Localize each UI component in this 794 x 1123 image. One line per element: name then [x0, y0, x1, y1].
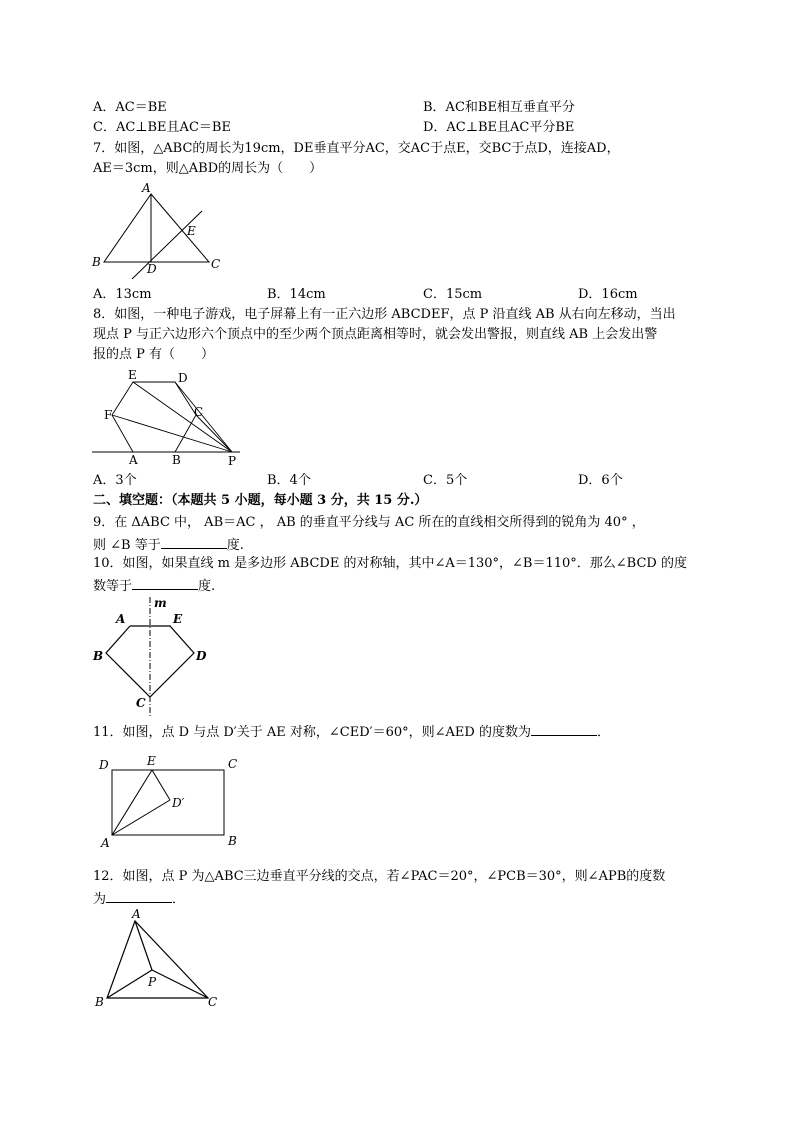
- q11-label-a: A: [101, 836, 110, 850]
- q8-text-line2: 现点 P 与正六边形六个顶点中的至少两个顶点距离相等时，就会发出警报，则直线 AB 上会发出警: [93, 327, 658, 342]
- q6-option-b: B．AC和BE相互垂直平分: [423, 100, 575, 115]
- q8-label-e: E: [128, 368, 137, 382]
- q7-option-a: A．13cm: [93, 287, 152, 302]
- q9-line2-suffix: 度.: [226, 538, 244, 553]
- q12-label-a: A: [132, 907, 141, 921]
- q10-label-e: E: [173, 612, 183, 626]
- q7-option-c: C．15cm: [423, 287, 483, 302]
- q12-segment-pa: [135, 921, 152, 970]
- q10-line2-suffix: 度.: [198, 579, 216, 594]
- q11-text: [93, 722, 610, 742]
- q8-text-line1: 8．如图，一种电子游戏，电子屏幕上有一正六边形 ABCDEF，点 P 沿直线 AB 从右向左移动，当出: [93, 307, 676, 322]
- q6-option-d: D．AC⊥BE且AC平分BE: [423, 120, 575, 135]
- q11-figure: [95, 755, 245, 850]
- q8-option-c: C．5个: [423, 473, 468, 488]
- q11-label-b: B: [228, 834, 237, 848]
- q7-option-d: D．16cm: [578, 287, 638, 302]
- q12-triangle-abc: [107, 921, 208, 998]
- q12-label-p: P: [148, 975, 157, 989]
- q8-option-d: D．6个: [578, 473, 623, 488]
- q10-label-c: C: [136, 696, 146, 710]
- q7-option-b: B．14cm: [267, 287, 326, 302]
- q12-label-b: B: [95, 995, 104, 1009]
- q12-text-line1: 12．如图，点 P 为△ABC三边垂直平分线的交点，若∠PAC＝20°，∠PCB＝30°，则∠APB的度数: [93, 869, 666, 884]
- q9-text-line2: [93, 535, 244, 555]
- q8-label-b: B: [172, 453, 181, 467]
- q11-label-e: E: [147, 754, 156, 768]
- q12-label-c: C: [208, 995, 218, 1009]
- q7-text-line1: 7．如图，△ABC的周长为19cm，DE垂直平分AC，交AC于点E，交BC于点D，连接AD，: [93, 141, 620, 156]
- q12-segment-pc: [152, 970, 208, 998]
- q8-segment-dp: [175, 382, 232, 452]
- q10-label-d: D: [196, 649, 207, 663]
- q7-label-a: A: [142, 181, 151, 195]
- q10-answer-blank[interactable]: [132, 576, 198, 590]
- q10-figure: [90, 595, 220, 720]
- q8-figure: [90, 370, 250, 470]
- q8-option-a: A．3个: [93, 473, 137, 488]
- q7-figure: [90, 180, 230, 280]
- q7-perpendicular-bisector-de: [132, 211, 202, 279]
- q8-label-f: F: [104, 408, 113, 422]
- q11-label-d: D: [99, 758, 109, 772]
- q8-label-c: C: [194, 405, 204, 419]
- q7-text-line2: AE＝3cm，则△ABD的周长为（ ）: [93, 161, 323, 176]
- q9-line2-prefix: 则 ∠B 等于: [93, 538, 161, 553]
- q11-answer-blank[interactable]: [531, 722, 597, 736]
- q6-option-c: C．AC⊥BE且AC＝BE: [93, 120, 231, 135]
- q8-label-d: D: [178, 371, 188, 385]
- q11-segment-ad: [112, 800, 170, 835]
- q12-figure: [90, 905, 230, 1015]
- q11-label-c: C: [228, 757, 238, 771]
- q9-text-line1: 9．在 ΔABC 中， AB＝AC ， AB 的垂直平分线与 AC 所在的直线相交所得到的锐角为 40° ，: [93, 515, 645, 530]
- q11-text-prefix: 11．如图，点 D 与点 D′关于 AE 对称，∠CED′＝60°，则∠AED 的度数为: [93, 725, 531, 740]
- q11-label-dprime: D′: [172, 796, 185, 810]
- q10-label-m: m: [154, 596, 167, 610]
- q10-label-a: A: [116, 612, 126, 626]
- q10-label-b: B: [93, 649, 104, 663]
- q10-line2-prefix: 数等于: [93, 579, 133, 594]
- q8-segment-ep: [133, 382, 232, 452]
- q11-segment-ae: [112, 770, 152, 835]
- q12-answer-blank[interactable]: [106, 889, 172, 903]
- q8-option-b: B．4个: [267, 473, 311, 488]
- q7-label-b: B: [92, 255, 101, 269]
- q10-text-line1: 10．如图，如果直线 m 是多边形 ABCDE 的对称轴，其中∠A＝130°，∠B＝110°．那么∠BCD 的度: [93, 556, 687, 571]
- q7-label-c: C: [211, 257, 221, 271]
- q7-label-e: E: [187, 224, 196, 238]
- q8-label-p: P: [228, 454, 237, 468]
- q6-option-a: A．AC＝BE: [93, 100, 167, 115]
- q7-label-d: D: [147, 262, 157, 276]
- q9-answer-blank[interactable]: [161, 535, 227, 549]
- q8-text-line3: 报的点 P 有（ ）: [93, 347, 215, 362]
- q12-segment-pb: [107, 970, 152, 998]
- q11-text-suffix: ．: [596, 725, 610, 740]
- q10-text-line2: [93, 576, 215, 596]
- q12-line2-suffix: ．: [172, 892, 186, 907]
- q12-line2-prefix: 为: [93, 892, 107, 907]
- section-2-title: 二、填空题：（本题共 5 小题，每小题 3 分，共 15 分.）: [93, 493, 428, 508]
- q8-label-a: A: [129, 453, 138, 467]
- q11-segment-ed: [152, 770, 170, 800]
